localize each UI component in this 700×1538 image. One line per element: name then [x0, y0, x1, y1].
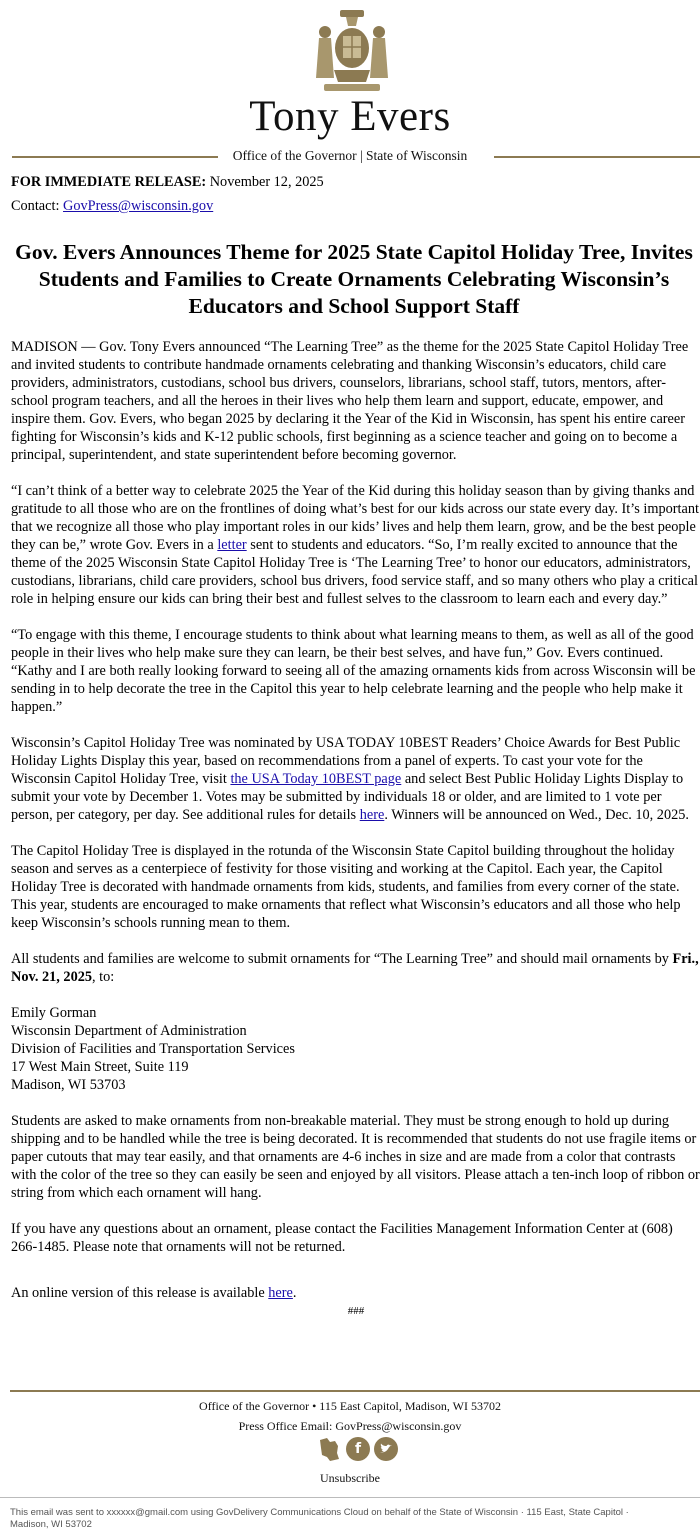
state-seal-icon — [310, 8, 394, 96]
paragraph-text: All students and families are welcome to submit ornaments for “The Learning Tree” and should mail ornaments by — [11, 951, 673, 967]
twitter-icon[interactable] — [374, 1437, 398, 1461]
paragraph-submit — [11, 950, 700, 986]
wisconsin-map-icon[interactable] — [318, 1437, 340, 1463]
paragraph-intro: MADISON — Gov. Tony Evers announced “The Learning Tree” as the theme for the 2025 State Capitol Holiday Tree and invited students to contribute handmade ornaments celebrating and thanking Wisconsin’s educators, child care providers, administrators, custodians, school bus drivers, counselors, librarians, school staff, tutors, mentors, after-school program teachers, and all the heroes in their lives who help them learn and support, educate, empower, and inspire them. Gov. Evers, who began 2025 by declaring it the Year of the Kid in Wisconsin, has spent his entire career fighting for Wisconsin’s kids and K-12 public schools, first beginning as a science teacher and going on to become a principal, superintendent, and state superintendent before becoming governor. — [11, 339, 689, 463]
headline: Gov. Evers Announces Theme for 2025 State Capitol Holiday Tree, Invites Students and Families to Create Ornaments Celebrating Wisconsin’s Educators and School Support Staff — [15, 240, 693, 318]
paragraph-tree-display: The Capitol Holiday Tree is displayed in the rotunda of the Wisconsin State Capitol building throughout the holiday season and serves as a centerpiece of festivity for those visiting and working at the Capitol. Each year, the Capitol Holiday Tree is decorated with handmade ornaments from kids, students, and families from every corner of the state. This year, students are encouraged to make ornaments that reflect what Wisconsin’s educators and all those who help keep Wisconsin’s schools running mean to them. — [11, 843, 681, 931]
usa-today-link[interactable]: the USA Today 10BEST page — [230, 771, 402, 787]
release-line — [11, 173, 700, 191]
unsubscribe-link[interactable]: Unsubscribe — [320, 1471, 380, 1485]
footer-address: Office of the Governor • 115 East Capitol, Madison, WI 53702 — [199, 1399, 501, 1413]
contact-label: Contact: — [11, 198, 60, 214]
footer-unsubscribe[interactable] — [0, 1470, 700, 1486]
address-line: Emily Gorman — [11, 1005, 97, 1021]
paragraph-text: Wisconsin’s Capitol Holiday Tree was nominated by USA TODAY 10BEST Readers’ Choice Awards for Best Public Holiday Lights Display this year, based on recommendations from a panel of experts. To cast your vote for the Wisconsin Capitol Holiday Tree, visit — [11, 735, 681, 787]
release-date: November 12, 2025 — [209, 174, 324, 190]
header-divider-right — [494, 156, 700, 158]
online-version-link[interactable]: here — [268, 1285, 293, 1301]
governor-name-logo: Tony Evers — [249, 93, 451, 140]
footer-press-email: Press Office Email: GovPress@wisconsin.gov — [238, 1419, 462, 1433]
release-label: FOR IMMEDIATE RELEASE: — [11, 174, 207, 190]
address-line: Division of Facilities and Transportation Services — [11, 1041, 295, 1057]
paragraph-quote-2: “To engage with this theme, I encourage students to think about what learning means to them, as well as all of the good people in their lives who help make sure they can learn, be their best selves, and have fun,” Gov. Evers continued. “Kathy and I are both really looking forward to seeing all of the amazing ornaments kids from across Wisconsin will be sending in to help decorate the tree in the Capitol this year to help celebrate learning and the people who help make it happen.” — [11, 627, 696, 715]
facebook-icon[interactable]: f — [346, 1437, 370, 1461]
rules-here-link[interactable]: here — [359, 807, 385, 823]
address-line: Madison, WI 53703 — [11, 1077, 126, 1093]
deadline-date: Fri., Nov. 21, 2025 — [11, 951, 699, 985]
paragraph-guidelines: Students are asked to make ornaments from non-breakable material. They must be strong enough to hold up during shipping and to be handled while the tree is being decorated. It is recommended that students do not use fragile items or paper cutouts that may tear easily, and that ornaments are 4-6 inches in size and are made from a color that contrasts with the color of the tree so they can easily be seen and enjoyed by all visitors. Please attach a ten-inch loop of ribbon or string from which each ornament will hang. — [11, 1113, 700, 1201]
paragraph-text: sent to students and educators. “So, I’m really excited to announce that the theme of the 2025 Wisconsin State Capitol Holiday Tree is ‘The Learning Tree’ to honor our educators, administrators, custodians, librarians, child care providers, school bus drivers, food service staff, and so many others who play a critical role in helping ensure our kids can bring their best and fullest selves to the classroom to learn each and every day.” — [11, 537, 698, 607]
address-line: Wisconsin Department of Administration — [11, 1023, 247, 1039]
paragraph-questions: If you have any questions about an ornament, please contact the Facilities Management Information Center at (608) 266-1485. Please note that ornaments will not be returned. — [11, 1221, 673, 1255]
letter-link[interactable]: letter — [217, 537, 247, 553]
paragraph-online-version — [11, 1284, 700, 1302]
end-mark: ### — [347, 1305, 365, 1317]
paragraph-text: . Winners will be announced on Wed., Dec. 10, 2025. — [384, 807, 689, 823]
release-content — [11, 173, 700, 1318]
paragraph-text: An online version of this release is available — [11, 1285, 269, 1301]
address-line: 17 West Main Street, Suite 119 — [11, 1059, 189, 1075]
paragraph-vote — [11, 734, 700, 824]
paragraph-text: “I can’t think of a better way to celebrate 2025 the Year of the Kid during this holiday season than by giving thanks and gratitude to all those who are on the frontlines of doing what’s best for our kids across our state every day. It’s important that we recognize all those who play important roles in our kids’ lives and help them learn, grow, and be the best people they can be,” wrote Gov. Evers in a — [11, 483, 699, 553]
mailing-address — [11, 1004, 700, 1094]
contact-email-link[interactable]: GovPress@wisconsin.gov — [63, 198, 214, 214]
fine-print: This email was sent to xxxxxx@gmail.com using GovDelivery Communications Cloud on behalf of the State of Wisconsin · 115 East, State Capitol · Madison, WI 53702 — [10, 1507, 629, 1530]
paragraph-text: , to: — [92, 969, 115, 985]
footer-divider — [10, 1390, 700, 1392]
paragraph-text: . — [292, 1285, 297, 1301]
paragraph-quote-1 — [11, 482, 700, 608]
contact-line — [11, 197, 700, 215]
paragraph-text: and select Best Public Holiday Lights Display to submit your vote by December 1. Votes may be submitted by individuals 18 or older, and are limited to 1 vote per person, per category, per day. See additional rules for details — [11, 771, 684, 823]
social-links — [318, 1437, 398, 1463]
office-line: Office of the Governor | State of Wisconsin — [232, 148, 468, 163]
fine-print-divider — [0, 1497, 700, 1498]
email-header — [0, 0, 700, 170]
